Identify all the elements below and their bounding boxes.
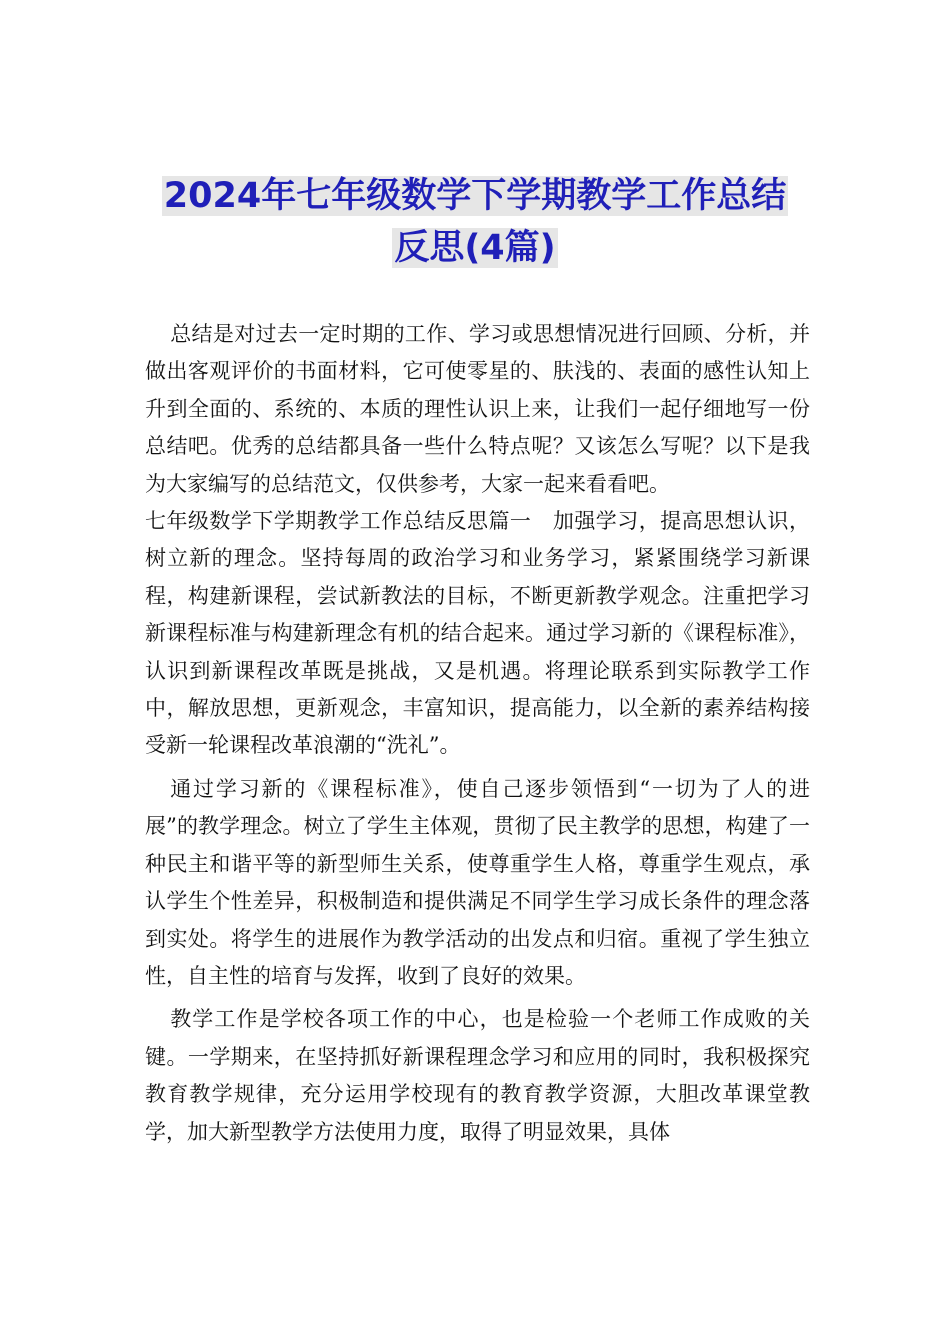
paragraph-intro: 总结是对过去一定时期的工作、学习或思想情况进行回顾、分析，并做出客观评价的书面材料，它可使零星的、肤浅的、表面的感性认知上升到全面的、系统的、本质的理性认识上来，让我们一起仔细地写一份总结吧。优秀的总结都具备一些什么特点呢？又该怎么写呢？以下是我为大家编写的总结范文，仅供参考，大家一起来看看吧。 — [145, 322, 810, 496]
title-line-1: 2024年七年级数学下学期教学工作总结 — [163, 176, 787, 216]
document-body — [145, 316, 810, 1151]
title-line-2: 反思(4篇) — [394, 228, 556, 268]
paragraph-curriculum: 通过学习新的《课程标准》，使自己逐步领悟到“一切为了人的进展”的教学理念。树立了学生主体观，贯彻了民主教学的思想，构建了一种民主和谐平等的新型师生关系，使尊重学生人格，尊重学生观点，承认学生个性差异，积极制造和提供满足不同学生学习成长条件的理念落到实处。将学生的进展作为教学活动的出发点和归宿。重视了学生独立性，自主性的培育与发挥，收到了良好的效果。 — [145, 776, 810, 988]
paragraph-teaching: 教学工作是学校各项工作的中心，也是检验一个老师工作成败的关键。一学期来，在坚持抓好新课程理念学习和应用的同时，我积极探究教育教学规律，充分运用学校现有的教育教学资源，大胆改革课堂教学，加大新型教学方法使用力度，取得了明显效果，具体 — [145, 1007, 810, 1144]
document-title — [120, 170, 830, 274]
paragraph-section-one: 七年级数学下学期教学工作总结反思篇一 加强学习，提高思想认识，树立新的理念。坚持每周的政治学习和业务学习，紧紧围绕学习新课程，构建新课程，尝试新教法的目标，不断更新教学观念。注重把学习新课程标准与构建新理念有机的结合起来。通过学习新的《课程标准》，认识到新课程改革既是挑战，又是机遇。将理论联系到实际教学工作中，解放思想，更新观念，丰富知识，提高能力，以全新的素养结构接受新一轮课程改革浪潮的“洗礼”。 — [145, 509, 810, 758]
